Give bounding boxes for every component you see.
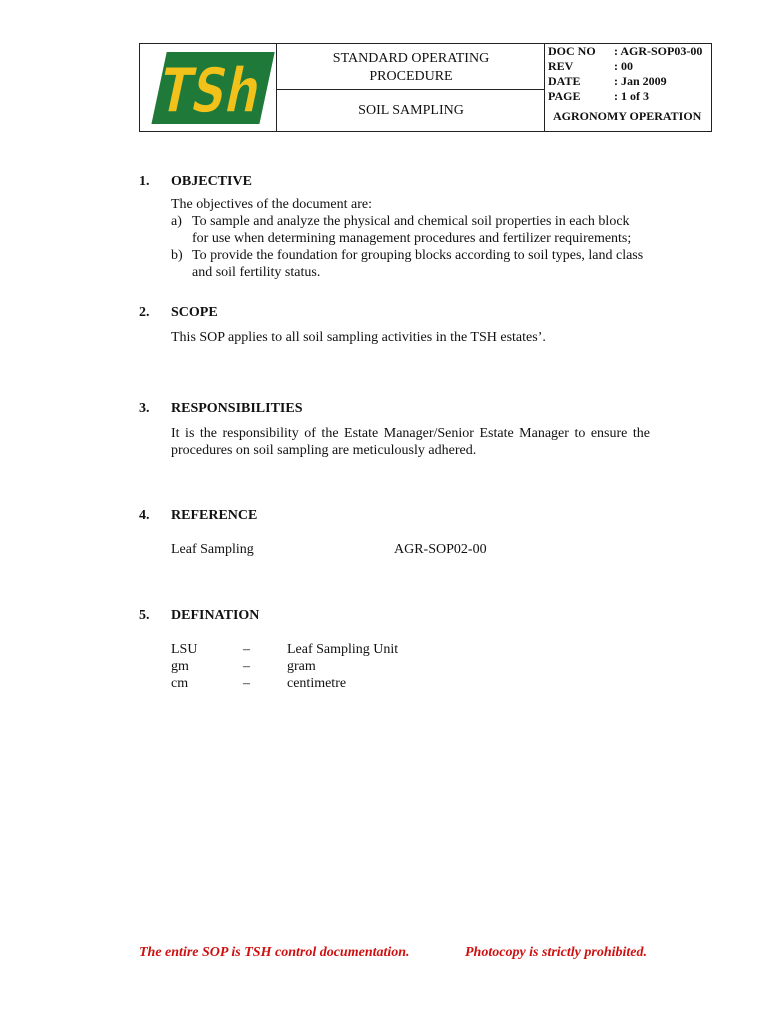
meta-value: : 00 bbox=[614, 59, 633, 73]
definition-dash: – bbox=[243, 642, 250, 657]
objective-item-a-line-2: for use when determining management procedures and fertilizer requirements; bbox=[192, 231, 632, 246]
header-divider bbox=[277, 89, 545, 90]
title-line-1: STANDARD OPERATING bbox=[332, 51, 490, 66]
meta-value: : Jan 2009 bbox=[614, 74, 667, 88]
section-title-responsibilities: RESPONSIBILITIES bbox=[171, 401, 303, 416]
definition-dash: – bbox=[243, 659, 250, 674]
definition-dash: – bbox=[243, 676, 250, 691]
meta-row-date bbox=[548, 74, 702, 89]
responsibilities-line-2: procedures on soil sampling are meticulously adhered. bbox=[171, 443, 477, 458]
section-number: 4. bbox=[139, 508, 150, 523]
reference-code: AGR-SOP02-00 bbox=[394, 542, 487, 557]
meta-row-rev bbox=[548, 59, 702, 74]
list-marker: b) bbox=[171, 248, 183, 263]
definition-meaning: gram bbox=[287, 659, 316, 674]
section-number: 1. bbox=[139, 174, 150, 189]
scope-text: This SOP applies to all soil sampling activities in the TSH estates’. bbox=[171, 330, 546, 345]
objective-item-b-line-2: and soil fertility status. bbox=[192, 265, 321, 280]
definition-term: gm bbox=[171, 659, 189, 674]
meta-label: DATE bbox=[548, 74, 581, 88]
header-divider bbox=[544, 44, 545, 131]
document-header bbox=[139, 43, 712, 132]
meta-value: : 1 of 3 bbox=[614, 89, 649, 103]
reference-name: Leaf Sampling bbox=[171, 542, 254, 557]
definition-meaning: centimetre bbox=[287, 676, 347, 691]
section-title-reference: REFERENCE bbox=[171, 508, 258, 523]
meta-label: REV bbox=[548, 59, 574, 73]
meta-label: DOC NO bbox=[548, 44, 596, 58]
meta-row-page bbox=[548, 89, 702, 104]
footer-photocopy-notice: Photocopy is strictly prohibited. bbox=[465, 945, 647, 960]
section-number: 5. bbox=[139, 608, 150, 623]
section-number: 2. bbox=[139, 305, 150, 320]
doc-subject-title: SOIL SAMPLING bbox=[358, 103, 464, 118]
objective-item-a-line-1: To sample and analyze the physical and chemical soil properties in each block bbox=[192, 214, 630, 229]
list-marker: a) bbox=[171, 214, 182, 229]
section-number: 3. bbox=[139, 401, 150, 416]
section-title-scope: SCOPE bbox=[171, 305, 218, 320]
objective-intro: The objectives of the document are: bbox=[171, 197, 372, 212]
doc-type-title bbox=[278, 50, 544, 86]
definition-term: LSU bbox=[171, 642, 198, 657]
tsh-logo bbox=[148, 46, 300, 130]
meta-label: PAGE bbox=[548, 89, 581, 103]
responsibilities-line-1: It is the responsibility of the Estate Manager/Senior Estate Manager to ensure the bbox=[171, 426, 650, 441]
department-label: AGRONOMY OPERATION bbox=[553, 109, 702, 123]
logo-text: TSh bbox=[152, 54, 300, 127]
header-divider bbox=[276, 44, 277, 131]
definition-term: cm bbox=[171, 676, 189, 691]
meta-row-docno bbox=[548, 44, 702, 59]
meta-value: : AGR-SOP03-00 bbox=[614, 44, 703, 58]
section-title-definition: DEFINATION bbox=[171, 608, 260, 623]
objective-item-b-line-1: To provide the foundation for grouping blocks according to soil types, land class bbox=[192, 248, 644, 263]
title-line-2: PROCEDURE bbox=[369, 69, 453, 84]
section-title-objective: OBJECTIVE bbox=[171, 174, 252, 189]
meta-block bbox=[548, 44, 702, 104]
footer-control-notice: The entire SOP is TSH control documentation. bbox=[139, 945, 410, 960]
definition-meaning: Leaf Sampling Unit bbox=[287, 642, 399, 657]
